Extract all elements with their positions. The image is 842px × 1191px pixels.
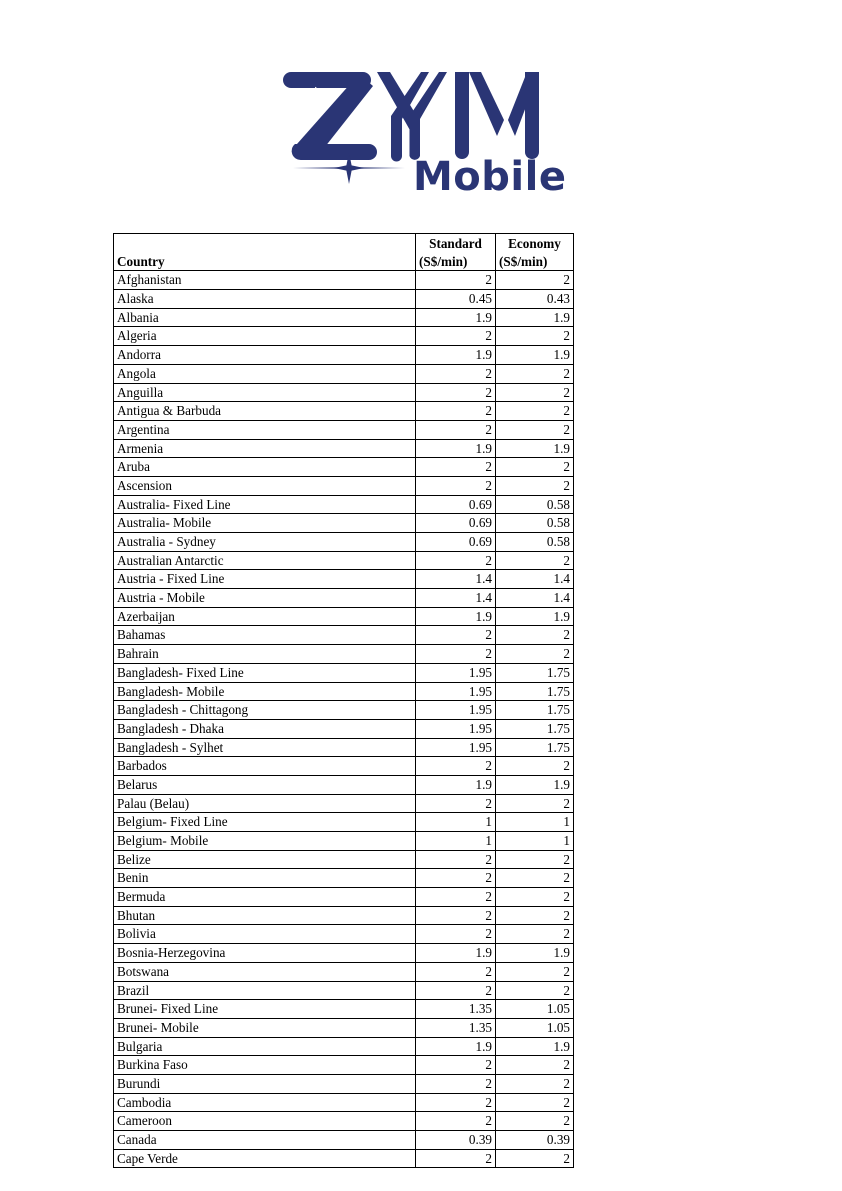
cell-standard-rate: 1.9 [416,308,496,327]
table-row [114,607,574,626]
cell-economy-rate: 1 [496,832,574,851]
cell-country: Barbados [114,757,416,776]
cell-economy-rate: 1.4 [496,589,574,608]
cell-country: Austria - Fixed Line [114,570,416,589]
column-header-economy [496,234,574,271]
cell-economy-rate: 0.58 [496,533,574,552]
table-row [114,476,574,495]
cell-economy-rate: 1.4 [496,570,574,589]
cell-standard-rate: 2 [416,888,496,907]
cell-country: Austria - Mobile [114,589,416,608]
table-row [114,402,574,421]
cell-economy-rate: 1.9 [496,1037,574,1056]
cell-country: Australia- Mobile [114,514,416,533]
table-row [114,495,574,514]
cell-standard-rate: 2 [416,906,496,925]
cell-economy-rate: 1.9 [496,775,574,794]
cell-economy-rate: 0.43 [496,290,574,309]
column-header-economy-unit: (S$/min) [499,253,548,269]
cell-economy-rate: 2 [496,645,574,664]
cell-country: Albania [114,308,416,327]
cell-standard-rate: 1.35 [416,1000,496,1019]
cell-economy-rate: 1.9 [496,944,574,963]
cell-economy-rate: 2 [496,1074,574,1093]
cell-standard-rate: 1.9 [416,607,496,626]
cell-country: Argentina [114,420,416,439]
cell-standard-rate: 1.9 [416,439,496,458]
cell-economy-rate: 2 [496,626,574,645]
cell-standard-rate: 1.95 [416,738,496,757]
cell-country: Bangladesh- Fixed Line [114,663,416,682]
table-row [114,570,574,589]
cell-standard-rate: 2 [416,551,496,570]
table-row [114,1093,574,1112]
cell-country: Antigua & Barbuda [114,402,416,421]
cell-country: Bermuda [114,888,416,907]
column-header-economy-name: Economy [508,236,561,251]
cell-economy-rate: 2 [496,402,574,421]
cell-country: Bangladesh - Chittagong [114,701,416,720]
logo-letter-m [455,72,539,159]
table-row [114,458,574,477]
cell-country: Alaska [114,290,416,309]
brand-logo [0,52,842,202]
cell-standard-rate: 2 [416,1112,496,1131]
cell-standard-rate: 1.9 [416,944,496,963]
cell-economy-rate: 2 [496,888,574,907]
table-header [114,234,574,271]
cell-economy-rate: 1.75 [496,738,574,757]
cell-country: Bhutan [114,906,416,925]
cell-country: Australia- Fixed Line [114,495,416,514]
cell-country: Australian Antarctic [114,551,416,570]
cell-economy-rate: 2 [496,327,574,346]
cell-standard-rate: 2 [416,962,496,981]
cell-country: Ascension [114,476,416,495]
table-row [114,290,574,309]
cell-country: Andorra [114,346,416,365]
cell-economy-rate: 1.9 [496,308,574,327]
table-row [114,439,574,458]
cell-economy-rate: 2 [496,551,574,570]
cell-country: Algeria [114,327,416,346]
table-row [114,682,574,701]
table-row [114,1074,574,1093]
cell-economy-rate: 1 [496,813,574,832]
cell-standard-rate: 1 [416,813,496,832]
table-row [114,738,574,757]
column-header-standard [416,234,496,271]
cell-country: Belize [114,850,416,869]
column-header-country: Country [114,234,416,271]
cell-economy-rate: 0.58 [496,495,574,514]
cell-economy-rate: 1.9 [496,607,574,626]
cell-standard-rate: 1.95 [416,663,496,682]
cell-economy-rate: 1.75 [496,701,574,720]
table-row [114,271,574,290]
cell-standard-rate: 2 [416,1093,496,1112]
table-row [114,551,574,570]
cell-standard-rate: 2 [416,925,496,944]
table-row [114,869,574,888]
cell-economy-rate: 2 [496,757,574,776]
table-row [114,327,574,346]
table-row [114,346,574,365]
cell-country: Anguilla [114,383,416,402]
cell-standard-rate: 0.69 [416,514,496,533]
cell-country: Aruba [114,458,416,477]
logo-letter-z [283,72,377,160]
cell-economy-rate: 2 [496,271,574,290]
cell-country: Bangladesh- Mobile [114,682,416,701]
table-row [114,645,574,664]
cell-standard-rate: 2 [416,327,496,346]
cell-economy-rate: 1.05 [496,1000,574,1019]
table-row [114,1131,574,1150]
table-row [114,626,574,645]
table-row [114,813,574,832]
cell-country: Cameroon [114,1112,416,1131]
cell-economy-rate: 2 [496,458,574,477]
cell-economy-rate: 2 [496,962,574,981]
cell-economy-rate: 1.75 [496,682,574,701]
cell-standard-rate: 1.9 [416,775,496,794]
table-row [114,962,574,981]
cell-standard-rate: 1.95 [416,719,496,738]
logo-mobile-wordmark: Mobile [413,154,567,200]
table-row [114,663,574,682]
cell-standard-rate: 2 [416,364,496,383]
cell-country: Belarus [114,775,416,794]
table-row [114,775,574,794]
cell-economy-rate: 1.75 [496,719,574,738]
cell-standard-rate: 2 [416,402,496,421]
cell-standard-rate: 2 [416,626,496,645]
cell-country: Burundi [114,1074,416,1093]
cell-standard-rate: 2 [416,794,496,813]
cell-standard-rate: 1.35 [416,1018,496,1037]
cell-country: Bulgaria [114,1037,416,1056]
table-row [114,1000,574,1019]
table-row [114,794,574,813]
table-row [114,719,574,738]
table-row [114,757,574,776]
cell-standard-rate: 2 [416,1056,496,1075]
column-header-standard-name: Standard [429,236,482,251]
cell-economy-rate: 2 [496,364,574,383]
cell-country: Angola [114,364,416,383]
cell-economy-rate: 2 [496,1149,574,1168]
cell-economy-rate: 2 [496,420,574,439]
cell-economy-rate: 1.05 [496,1018,574,1037]
cell-economy-rate: 2 [496,850,574,869]
cell-standard-rate: 1.95 [416,682,496,701]
table-header-row [114,234,574,271]
table-row [114,981,574,1000]
cell-economy-rate: 2 [496,383,574,402]
logo-letter-y [377,72,447,162]
cell-standard-rate: 1.4 [416,589,496,608]
cell-economy-rate: 1.9 [496,439,574,458]
cell-economy-rate: 2 [496,1056,574,1075]
call-rates-table-container [113,233,573,1168]
cell-economy-rate: 2 [496,1112,574,1131]
table-row [114,364,574,383]
cell-country: Bahrain [114,645,416,664]
cell-standard-rate: 2 [416,476,496,495]
table-row [114,906,574,925]
cell-country: Afghanistan [114,271,416,290]
cell-country: Canada [114,1131,416,1150]
cell-country: Cambodia [114,1093,416,1112]
table-row [114,308,574,327]
cell-country: Belgium- Mobile [114,832,416,851]
cell-standard-rate: 0.69 [416,495,496,514]
cell-country: Armenia [114,439,416,458]
cell-standard-rate: 0.39 [416,1131,496,1150]
table-row [114,383,574,402]
cell-country: Brunei- Mobile [114,1018,416,1037]
cell-standard-rate: 2 [416,1074,496,1093]
cell-country: Australia - Sydney [114,533,416,552]
cell-standard-rate: 0.45 [416,290,496,309]
cell-standard-rate: 1.9 [416,346,496,365]
table-row [114,1112,574,1131]
cell-standard-rate: 2 [416,645,496,664]
cell-standard-rate: 0.69 [416,533,496,552]
cell-standard-rate: 1.95 [416,701,496,720]
table-body [114,271,574,1168]
cell-standard-rate: 2 [416,458,496,477]
table-row [114,701,574,720]
cell-standard-rate: 2 [416,981,496,1000]
table-row [114,832,574,851]
cell-standard-rate: 1 [416,832,496,851]
table-row [114,1018,574,1037]
cell-country: Brazil [114,981,416,1000]
cell-country: Burkina Faso [114,1056,416,1075]
cell-country: Cape Verde [114,1149,416,1168]
call-rates-table [113,233,574,1168]
table-row [114,514,574,533]
table-row [114,533,574,552]
column-header-standard-unit: (S$/min) [419,253,468,269]
cell-standard-rate: 2 [416,850,496,869]
table-row [114,925,574,944]
cell-economy-rate: 2 [496,925,574,944]
cell-country: Belgium- Fixed Line [114,813,416,832]
cell-standard-rate: 1.9 [416,1037,496,1056]
cell-economy-rate: 2 [496,906,574,925]
cell-economy-rate: 0.58 [496,514,574,533]
cell-country: Bolivia [114,925,416,944]
cell-country: Azerbaijan [114,607,416,626]
cell-economy-rate: 2 [496,981,574,1000]
cell-country: Brunei- Fixed Line [114,1000,416,1019]
cell-standard-rate: 2 [416,383,496,402]
cell-standard-rate: 2 [416,869,496,888]
cell-standard-rate: 1.4 [416,570,496,589]
table-row [114,1056,574,1075]
cell-country: Bangladesh - Dhaka [114,719,416,738]
cell-country: Palau (Belau) [114,794,416,813]
cell-standard-rate: 2 [416,420,496,439]
table-row [114,589,574,608]
table-row [114,420,574,439]
table-row [114,888,574,907]
table-row [114,850,574,869]
cell-economy-rate: 1.75 [496,663,574,682]
cell-economy-rate: 1.9 [496,346,574,365]
table-row [114,1037,574,1056]
cell-country: Botswana [114,962,416,981]
cell-economy-rate: 2 [496,869,574,888]
cell-economy-rate: 2 [496,476,574,495]
cell-country: Benin [114,869,416,888]
cell-economy-rate: 0.39 [496,1131,574,1150]
cell-economy-rate: 2 [496,1093,574,1112]
cell-standard-rate: 2 [416,757,496,776]
cell-country: Bosnia-Herzegovina [114,944,416,963]
cell-country: Bahamas [114,626,416,645]
cell-economy-rate: 2 [496,794,574,813]
table-row [114,1149,574,1168]
cell-standard-rate: 2 [416,271,496,290]
zym-mobile-logo-graphic [271,52,571,202]
table-row [114,944,574,963]
cell-country: Bangladesh - Sylhet [114,738,416,757]
cell-standard-rate: 2 [416,1149,496,1168]
